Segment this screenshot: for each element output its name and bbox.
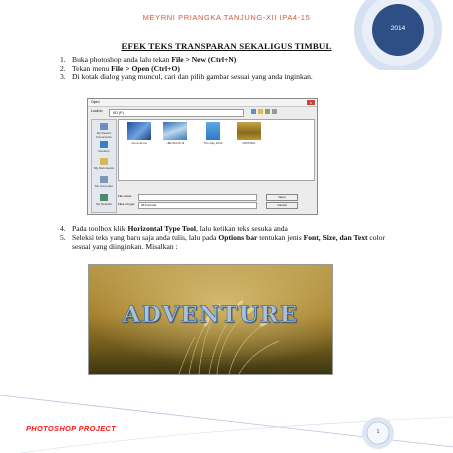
adventure-example-image — [88, 264, 333, 375]
file-item: 00076DH — [235, 122, 263, 145]
open-button: Open — [266, 194, 298, 201]
adventure-text: ADVENTURE — [122, 302, 299, 328]
file-item: ~$E7DA15~$ — [161, 122, 189, 145]
close-icon: x — [307, 100, 315, 105]
place-network: My Network — [93, 194, 115, 206]
open-dialog-screenshot — [87, 98, 318, 215]
look-in-select: KD (F:) — [109, 109, 244, 117]
cancel-button: Cancel — [266, 202, 298, 209]
page-number: 1 — [376, 429, 380, 435]
footer-title: PHOTOSHOP PROJECT — [26, 424, 117, 433]
dialog-titlebar: Open x — [88, 99, 317, 107]
place-recent: My Recent Documents — [93, 123, 115, 139]
file-name-input — [138, 194, 257, 201]
look-in-row: Look in: KD (F:) — [91, 109, 314, 116]
place-documents: My Documents — [93, 158, 115, 170]
toolbar-icons — [251, 109, 291, 115]
file-name-row: File name: Open — [118, 194, 313, 200]
file-item: Anna Zerra — [125, 122, 153, 145]
file-item: The Day 2012 — [199, 122, 227, 145]
file-type-row: Files of type: All Formats Cancel — [118, 202, 313, 208]
file-type-select: All Formats — [138, 202, 257, 209]
year-badge: 2014 — [390, 25, 406, 32]
document-title: EFEK TEKS TRANSPARAN SEKALIGUS TIMBUL — [121, 41, 332, 51]
place-desktop: Desktop — [93, 141, 115, 153]
file-list — [118, 119, 315, 181]
places-bar — [91, 119, 117, 213]
place-computer: My Computer — [93, 176, 115, 188]
header-title: MEYRNI PRIANGKA TANJUNG-XII IPA4-15 — [142, 13, 311, 22]
